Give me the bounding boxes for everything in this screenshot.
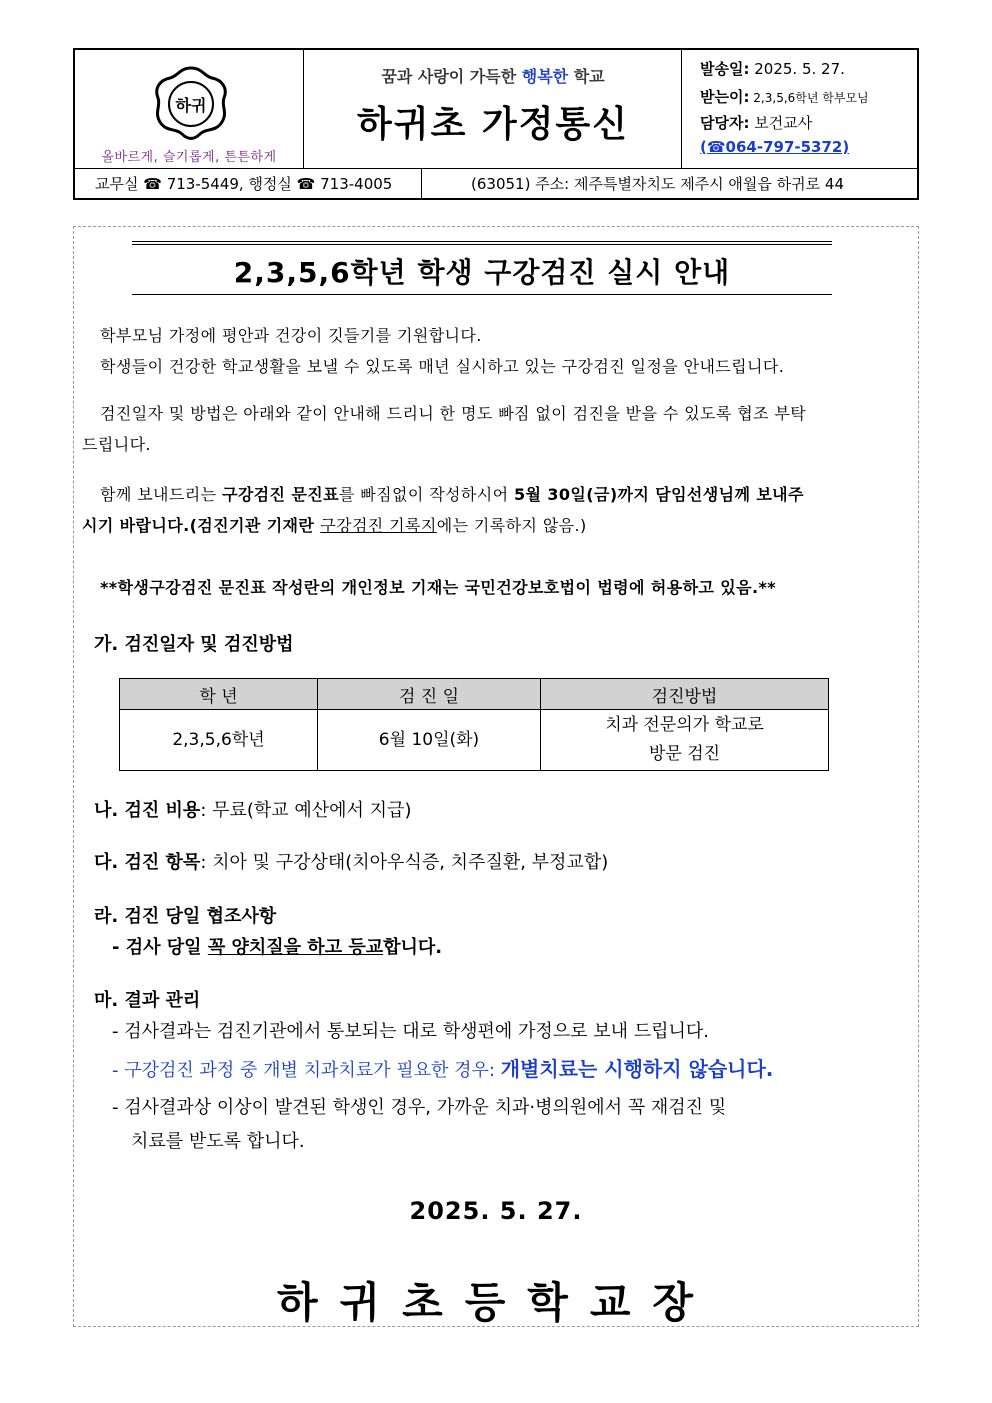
table-header: 학 년 xyxy=(120,679,318,710)
privacy-notice: **학생구강검진 문진표 작성란의 개인정보 기재는 국민건강보호법이 법령에 허용하고 있음.** xyxy=(100,578,776,597)
section-results-title: 마. 결과 관리 xyxy=(94,990,201,1011)
grade-cell: 2,3,5,6학년 xyxy=(120,710,318,771)
request-paragraph-cont: 드립니다. xyxy=(82,435,151,454)
school-address: (63051) 주소: 제주특별자치도 제주시 애월읍 하귀로 44 xyxy=(471,175,844,193)
table-header: 검진방법 xyxy=(541,679,829,710)
letterhead xyxy=(73,48,919,200)
questionnaire-paragraph: 함께 보내드리는 구강검진 문진표를 빠짐없이 작성하시어 5월 30일(금)까지 담임선생님께 보내주 xyxy=(100,485,804,504)
divider xyxy=(303,50,304,168)
title-rule xyxy=(132,241,832,242)
schedule-table xyxy=(119,678,829,771)
section-items: 다. 검진 항목: 치아 및 구강상태(치아우식증, 치주질환, 부정교합) xyxy=(94,852,609,873)
divider xyxy=(421,168,422,200)
staff-in-charge: 담당자: 보건교사 xyxy=(700,114,813,132)
principal-signature: 하귀초등학교장 xyxy=(276,1278,715,1327)
school-emblem-icon xyxy=(150,64,232,140)
title-rule xyxy=(132,244,832,245)
intro-paragraph: 학생들이 건강한 학교생활을 보낼 수 있도록 매년 실시하고 있는 구강검진 일정을 안내드립니다. xyxy=(100,357,785,376)
exam-method-cell: 치과 전문의가 학교로 방문 검진 xyxy=(541,710,829,771)
recipient: 받는이: 2,3,5,6학년 학부모님 xyxy=(700,88,869,106)
document-title: 2,3,5,6학년 학생 구강검진 실시 안내 xyxy=(233,256,731,289)
cooperation-item: - 검사 당일 꼭 양치질을 하고 등교합니다. xyxy=(112,937,443,958)
contact-phone: (☎064-797-5372) xyxy=(700,138,850,156)
send-date: 발송일: 2025. 5. 27. xyxy=(700,60,845,78)
table-header: 검 진 일 xyxy=(318,679,541,710)
issue-date: 2025. 5. 27. xyxy=(409,1197,583,1225)
greeting-paragraph: 학부모님 가정에 평안과 건강이 깃들기를 기원합니다. xyxy=(100,326,482,345)
results-item: - 검사결과는 검진기관에서 통보되는 대로 학생편에 가정으로 보내 드립니다. xyxy=(112,1021,710,1042)
request-paragraph: 검진일자 및 방법은 아래와 같이 안내해 드리니 한 명도 빠짐 없이 검진을 받을 수 있도록 협조 부탁 xyxy=(100,404,807,423)
results-item-recheck: - 검사결과상 이상이 발견된 학생인 경우, 가까운 치과·병의원에서 꼭 재검진 및 xyxy=(112,1097,727,1118)
divider xyxy=(681,50,682,168)
section-cost: 나. 검진 비용: 무료(학교 예산에서 지급) xyxy=(94,800,412,821)
school-slogan: 꿈과 사랑이 가득한 행복한 학교 xyxy=(381,67,605,86)
title-rule xyxy=(132,294,832,295)
emblem-text: 하귀 xyxy=(175,96,207,115)
section-cooperation-title: 라. 검진 당일 협조사항 xyxy=(94,906,277,927)
newsletter-title: 하귀초 가정통신 xyxy=(357,104,629,145)
content-frame xyxy=(73,226,919,1327)
questionnaire-paragraph-cont: 시기 바랍니다.(검진기관 기재란 구강검진 기록지에는 기록하지 않음.) xyxy=(82,516,587,535)
exam-date-cell: 6월 10일(화) xyxy=(318,710,541,771)
table-row xyxy=(120,710,829,771)
results-item-recheck-cont: 치료를 받도록 합니다. xyxy=(131,1131,305,1152)
results-item-treatment: - 구강검진 과정 중 개별 치과치료가 필요한 경우: 개별치료는 시행하지 않습니다. xyxy=(112,1057,774,1081)
section-schedule-title: 가. 검진일자 및 검진방법 xyxy=(94,634,294,655)
office-phones: 교무실 ☎ 713-5449, 행정실 ☎ 713-4005 xyxy=(95,175,393,193)
divider xyxy=(75,168,917,169)
table-header-row xyxy=(120,679,829,710)
school-motto: 올바르게, 슬기롭게, 튼튼하게 xyxy=(101,150,277,165)
